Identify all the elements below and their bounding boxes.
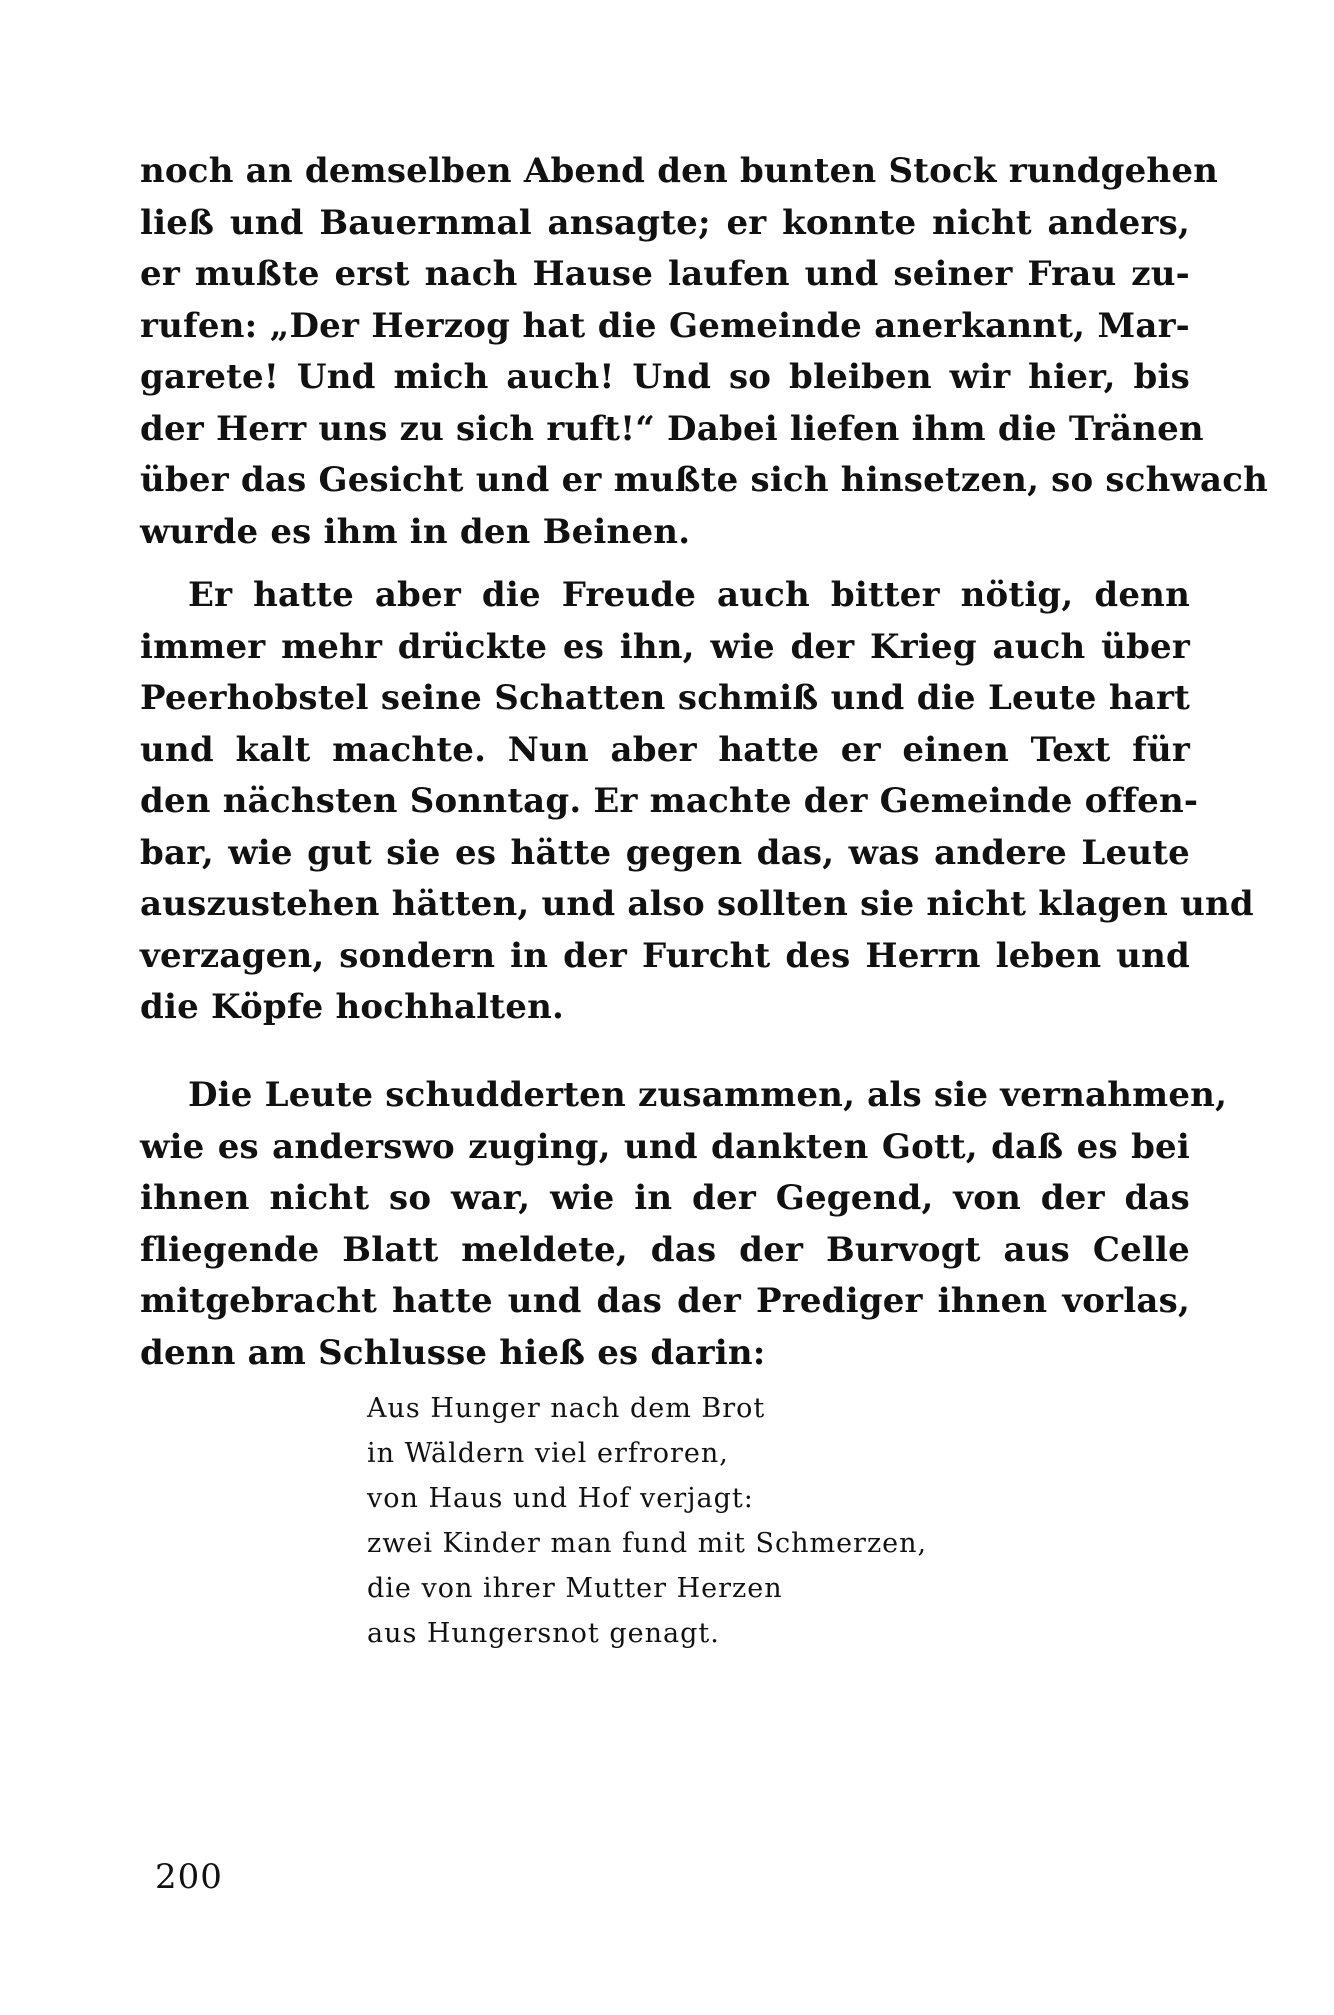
- text-line: fliegende Blatt meldete, das der Burvogt aus Celle: [140, 1229, 1190, 1270]
- verse-line: zwei Kinder man fund mit Schmerzen,: [367, 1528, 928, 1559]
- text-line: ihnen nicht so war, wie in der Gegend, von der das: [140, 1178, 1190, 1218]
- verse-line: von Haus und Hof verjagt:: [367, 1483, 754, 1514]
- text-line: wurde es ihm in den Beinen.: [140, 511, 691, 552]
- page-number: 200: [155, 1857, 223, 1897]
- text-line: wie es anderswo zuging, und dankten Gott, daß es bei: [140, 1126, 1190, 1167]
- verse-block: [367, 1386, 1067, 1656]
- text-line: verzagen, sondern in der Furcht des Herrn leben und: [140, 935, 1190, 976]
- verse-line: aus Hungersnot genagt.: [367, 1618, 720, 1649]
- text-line: ließ und Bauernmal ansagte; er konnte nicht anders,: [140, 202, 1190, 243]
- text-line: den nächsten Sonntag. Er machte der Gemeinde offen-: [140, 781, 1199, 821]
- text-line: er mußte erst nach Hause laufen und seiner Frau zu-: [140, 254, 1190, 294]
- text-line: auszustehen hätten, und also sollten sie nicht klagen und: [140, 884, 1254, 924]
- verse-line: in Wäldern viel erfroren,: [367, 1438, 729, 1469]
- text-line: mitgebracht hatte und das der Prediger ihnen vorlas,: [140, 1281, 1190, 1321]
- text-line: immer mehr drückte es ihn, wie der Krieg auch über: [140, 626, 1190, 667]
- text-line: rufen: „Der Herzog hat die Gemeinde anerkannt, Mar-: [140, 305, 1190, 346]
- text-line: garete! Und mich auch! Und so bleiben wir hier, bis: [140, 357, 1190, 397]
- text-line: denn am Schlusse hieß es darin:: [140, 1332, 766, 1373]
- text-line: Er hatte aber die Freude auch bitter nötig, denn: [188, 575, 1190, 615]
- verse-line: die von ihrer Mutter Herzen: [367, 1573, 783, 1604]
- text-line: über das Gesicht und er mußte sich hinsetzen, so schwach: [140, 460, 1269, 500]
- text-line: noch an demselben Abend den bunten Stock rundgehen: [140, 151, 1219, 191]
- text-line: Peerhobstel seine Schatten schmiß und die Leute hart: [140, 678, 1190, 718]
- verse-line: Aus Hunger nach dem Brot: [367, 1393, 766, 1424]
- paragraph-3: [140, 1070, 1228, 1379]
- text-line: der Herr uns zu sich ruft!“ Dabei liefen ihm die Tränen: [140, 408, 1204, 449]
- paragraph-2: [140, 570, 1254, 1034]
- text-line: die Köpfe hochhalten.: [140, 987, 565, 1027]
- text-line: Die Leute schudderten zusammen, als sie vernahmen,: [188, 1075, 1228, 1115]
- text-line: und kalt machte. Nun aber hatte er einen Text für: [140, 729, 1190, 770]
- paragraph-1: [140, 146, 1269, 558]
- text-line: bar, wie gut sie es hätte gegen das, was andere Leute: [140, 832, 1190, 873]
